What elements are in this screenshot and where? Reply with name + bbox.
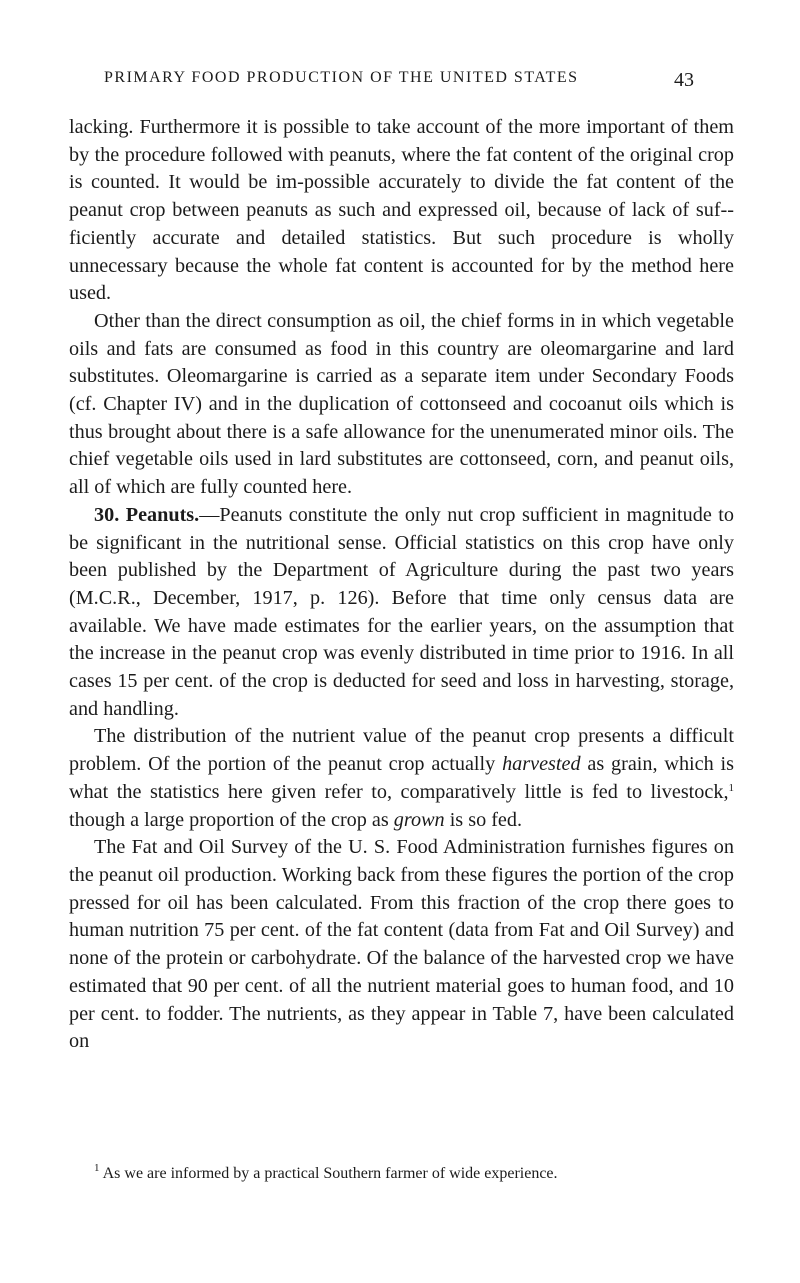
running-title: PRIMARY FOOD PRODUCTION OF THE UNITED STATES — [104, 69, 579, 86]
running-head — [104, 69, 694, 92]
paragraph-fat-oil-survey: The Fat and Oil Survey of the U. S. Food Administration furnishes figures on the peanut oil production. Working back from these figures the portion of the crop pressed for oil has been calculated. From this fraction of the crop there goes to human nutrition 75 per cent. of the fat content (data from Fat and Oil Survey) and none of the protein or carbohydrate. Of the balance of the harvested crop we have estimated that 90 per cent. of all the nutrient material goes to human food, and 10 per cent. to fodder. The nutrients, as they appear in Table 7, have been calculated on — [69, 836, 734, 1053]
text-run: though a large proportion of the crop as — [69, 808, 394, 831]
text-run: is so fed. — [444, 808, 523, 831]
paragraph-distribution — [69, 723, 734, 834]
text-run: as grain, which is what the statistics here given refer to, comparatively little is fed to livestock, — [69, 753, 734, 803]
body-text — [69, 114, 734, 1056]
footnote-text: As we are informed by a practical Southern farmer of wide experience. — [99, 1165, 558, 1182]
paragraph-continued: lacking. Furthermore it is possible to take account of the more important of them by the procedure followed with peanuts, where the fat content of the original crop is counted. It would be im-possible accurately to divide the fat content of the peanut crop between peanuts as such and expressed oil, because of lack of suf-ficiently accurate and detailed statistics. But such procedure is wholly unnecessary because the whole fat content is accounted for by the method here used. — [69, 116, 734, 305]
footnote-reference: 1 — [728, 781, 734, 794]
text-run: The distribution of the nutrient value of the peanut crop presents a difficult problem. Of the portion of the peanut crop actually — [69, 725, 734, 776]
paragraph-peanuts — [69, 502, 734, 724]
footnote-marker: 1 — [94, 1162, 100, 1174]
emphasis-grown: grown — [393, 808, 445, 831]
page-number: 43 — [674, 69, 694, 91]
paragraph-peanuts-text: —Peanuts constitute the only nut crop sufficient in magnitude to be significant in the nutritional sense. Official statistics on this crop have only been published by the Department of Agriculture during the past two years (M.C.R., December, 1917, p. 126). Before that time only census data are available. We have made estimates for the earlier years, on the assumption that the increase in the peanut crop was evenly distributed in time prior to 1916. In all cases 15 per cent. of the crop is deducted for seed and loss in harvesting, storage, and handling. — [69, 503, 734, 720]
section-heading-peanuts: 30. Peanuts. — [94, 503, 200, 526]
emphasis-harvested: harvested — [502, 753, 581, 776]
footnote — [69, 1164, 734, 1184]
paragraph-oils: Other than the direct consumption as oil, the chief forms in in which vegetable oils and fats are consumed as food in this country are oleomargarine and lard substitutes. Oleomargarine is carried as a separate item under Secondary Foods (cf. Chapter IV) and in the duplication of cottonseed and cocoanut oils which is thus brought about there is a safe allowance for the unenumerated minor oils. The chief vegetable oils used in lard substitutes are cottonseed, corn, and peanut oils, all of which are fully counted here. — [69, 309, 734, 499]
